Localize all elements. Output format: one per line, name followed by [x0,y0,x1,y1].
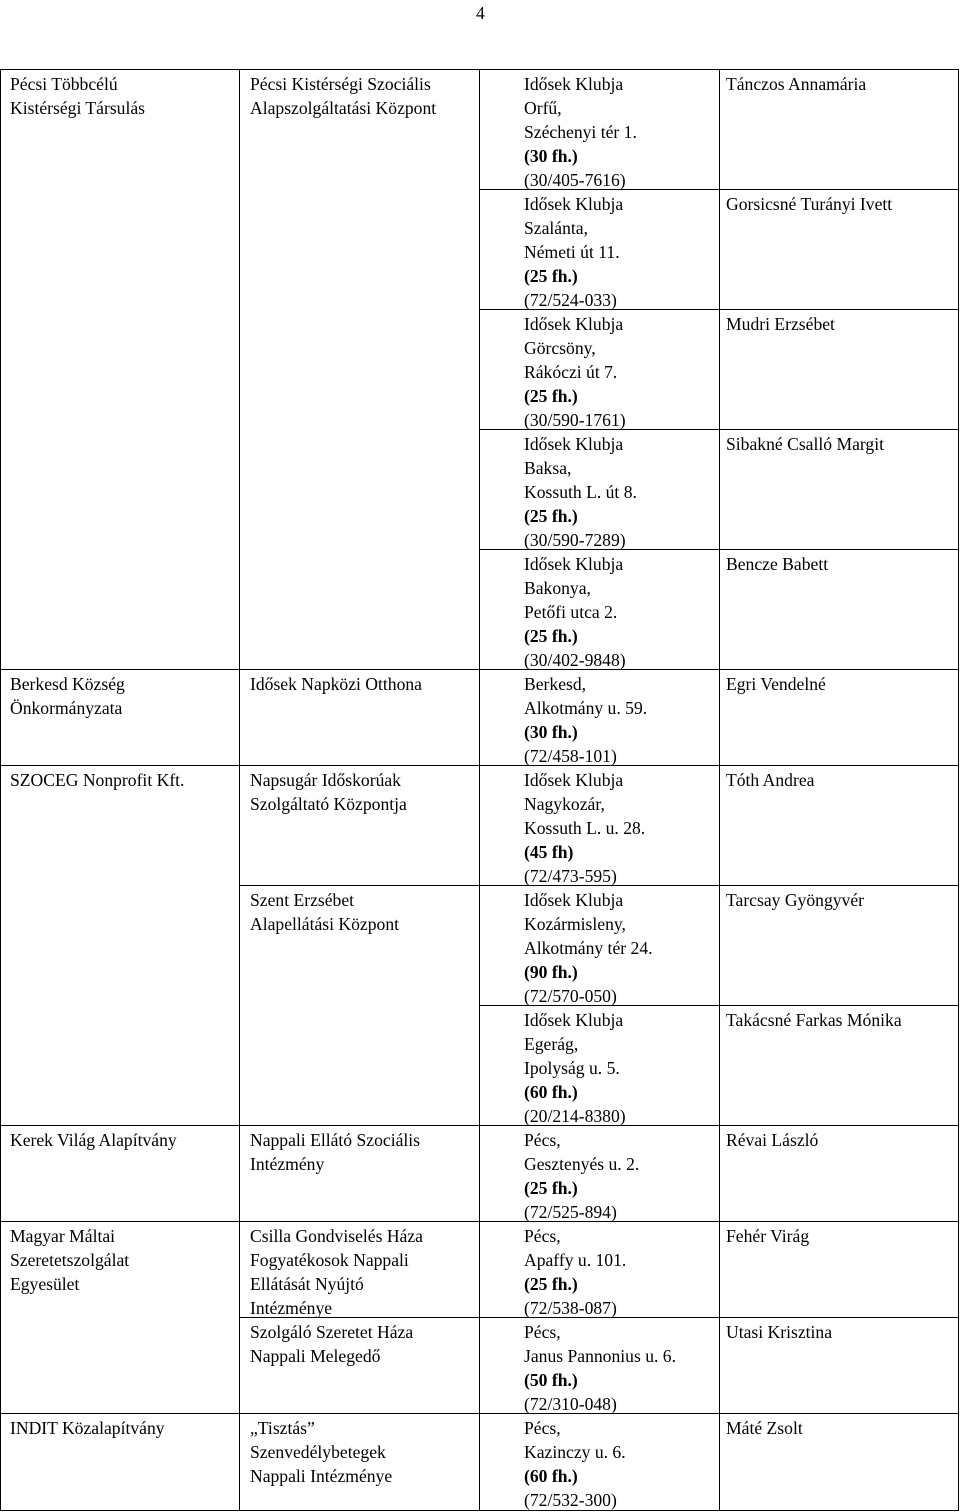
maintainer-name-line: Pécsi Többcélú [10,74,118,94]
site-name: Idősek Klubja [524,890,624,910]
site-name: Idősek Klubja [524,194,624,214]
institution-cell [250,1320,413,1368]
institution-name-line: Szolgáló Szeretet Háza [250,1322,414,1342]
leader-cell [726,72,866,96]
site-cell [524,1320,676,1416]
row-divider [0,1125,959,1126]
leader-name: Utasi Krisztina [726,1322,833,1342]
maintainer-name-line: Kistérségi Társulás [10,98,146,118]
row-divider [240,885,480,886]
row-divider [0,1413,959,1414]
leader-cell [726,768,814,792]
site-cell [524,312,626,432]
site-place: Orfű, [524,98,562,118]
site-name: Idősek Klubja [524,1010,624,1030]
site-phone: (72/310-048) [524,1394,617,1414]
site-capacity: (30 fh.) [524,722,578,742]
institution-name-line: Fogyatékosok Nappali [250,1250,409,1270]
row-divider [0,669,959,670]
site-address: Ipolyság u. 5. [524,1058,620,1078]
site-capacity: (50 fh.) [524,1370,578,1390]
site-place: Berkesd, [524,674,587,694]
site-phone: (72/473-595) [524,866,617,886]
leader-cell [726,1320,832,1344]
site-capacity: (90 fh.) [524,962,578,982]
site-address: Kossuth L. u. 28. [524,818,646,838]
site-cell [524,552,626,672]
institution-name-line: Szenvedélybetegek [250,1442,386,1462]
site-address: Apaffy u. 101. [524,1250,627,1270]
site-name: Idősek Klubja [524,434,624,454]
site-name: Idősek Klubja [524,314,624,334]
site-place: Kozármisleny, [524,914,626,934]
institution-name-line: „Tisztás” [250,1418,315,1438]
site-address: Széchenyi tér 1. [524,122,637,142]
site-place: Pécs, [524,1226,561,1246]
institution-cell [250,672,422,696]
site-cell [524,1128,639,1224]
site-place: Szalánta, [524,218,588,238]
maintainer-cell [10,1224,129,1296]
leader-cell [726,888,864,912]
site-phone: (30/405-7616) [524,170,626,190]
maintainer-name-line: Kerek Világ Alapítvány [10,1130,177,1150]
site-address: Alkotmány tér 24. [524,938,653,958]
institution-name-line: Nappali Intézménye [250,1466,393,1486]
maintainer-name-line: Önkormányzata [10,698,123,718]
institution-cell [250,1416,392,1488]
leader-name: Fehér Virág [726,1226,810,1246]
institution-name-line: Nappali Ellátó Szociális [250,1130,421,1150]
site-capacity: (30 fh.) [524,146,578,166]
maintainer-cell [10,672,125,720]
institution-name-line: Szent Erzsébet [250,890,355,910]
leader-name: Tánczos Annamária [726,74,867,94]
row-divider [0,1221,959,1222]
site-place: Pécs, [524,1418,561,1438]
site-cell [524,1416,626,1512]
site-place: Baksa, [524,458,572,478]
institution-name-line: Intézménye [250,1298,333,1318]
site-cell [524,192,623,312]
site-place: Görcsöny, [524,338,596,358]
leader-name: Tóth Andrea [726,770,815,790]
row-divider [0,765,959,766]
maintainer-cell [10,768,184,792]
site-phone: (72/525-894) [524,1202,617,1222]
column-divider-1 [239,69,240,1511]
maintainer-name-line: Egyesület [10,1274,80,1294]
site-cell [524,1224,626,1320]
institution-name-line: Idősek Napközi Otthona [250,674,422,694]
leader-cell [726,672,826,696]
site-phone: (72/532-300) [524,1490,617,1510]
site-place: Pécs, [524,1130,561,1150]
leader-cell [726,1224,809,1248]
institution-cell [250,1224,423,1320]
leader-name: Máté Zsolt [726,1418,803,1438]
site-cell [524,768,645,888]
institution-name-line: Alapszolgáltatási Központ [250,98,437,118]
institution-cell [250,768,407,816]
leader-name: Gorsicsné Turányi Ivett [726,194,893,214]
maintainer-name-line: Szeretetszolgálat [10,1250,130,1270]
site-phone: (30/590-7289) [524,530,626,550]
site-capacity: (25 fh.) [524,1178,578,1198]
maintainer-cell [10,1128,177,1152]
site-place: Egerág, [524,1034,579,1054]
institution-name-line: Intézmény [250,1154,325,1174]
site-name: Idősek Klubja [524,554,624,574]
column-divider-3 [719,69,720,1511]
site-phone: (30/590-1761) [524,410,626,430]
institution-name-line: Pécsi Kistérségi Szociális [250,74,431,94]
leader-cell [726,312,835,336]
site-place: Nagykozár, [524,794,605,814]
site-capacity: (25 fh.) [524,1274,578,1294]
institution-name-line: Alapellátási Központ [250,914,400,934]
leader-name: Tarcsay Gyöngyvér [726,890,865,910]
maintainer-name-line: Magyar Máltai [10,1226,116,1246]
site-address: Rákóczi út 7. [524,362,618,382]
leader-name: Mudri Erzsébet [726,314,835,334]
site-capacity: (60 fh.) [524,1466,578,1486]
site-address: Alkotmány u. 59. [524,698,648,718]
site-place: Bakonya, [524,578,591,598]
maintainer-cell [10,1416,165,1440]
site-phone: (72/538-087) [524,1298,617,1318]
leader-name: Takácsné Farkas Mónika [726,1010,902,1030]
site-address: Gesztenyés u. 2. [524,1154,640,1174]
site-address: Kazinczy u. 6. [524,1442,626,1462]
leader-cell [726,1416,803,1440]
institution-name-line: Csilla Gondviselés Háza [250,1226,423,1246]
leader-name: Révai László [726,1130,819,1150]
leader-cell [726,432,884,456]
site-capacity: (25 fh.) [524,506,578,526]
column-divider-2 [479,69,480,1511]
leader-cell [726,552,828,576]
site-phone: (72/524-033) [524,290,617,310]
site-phone: (20/214-8380) [524,1106,626,1126]
table-left-border [0,69,1,1511]
site-cell [524,72,637,192]
site-cell [524,1008,626,1128]
site-capacity: (25 fh.) [524,266,578,286]
maintainer-name-line: Berkesd Község [10,674,125,694]
site-name: Idősek Klubja [524,74,624,94]
site-place: Pécs, [524,1322,561,1342]
leader-cell [726,192,892,216]
table-right-border [958,69,959,1511]
maintainer-name-line: SZOCEG Nonprofit Kft. [10,770,185,790]
site-address: Janus Pannonius u. 6. [524,1346,676,1366]
site-cell [524,672,647,768]
site-phone: (72/458-101) [524,746,617,766]
site-capacity: (25 fh.) [524,386,578,406]
institution-name-line: Nappali Melegedő [250,1346,381,1366]
site-address: Kossuth L. út 8. [524,482,637,502]
institution-name-line: Szolgáltató Központja [250,794,407,814]
institution-cell [250,888,399,936]
site-cell [524,888,653,1008]
leader-name: Egri Vendelné [726,674,826,694]
leader-cell [726,1008,902,1032]
institution-cell [250,72,436,120]
site-address: Németi út 11. [524,242,620,262]
leader-name: Bencze Babett [726,554,829,574]
site-capacity: (60 fh.) [524,1082,578,1102]
site-capacity: (45 fh) [524,842,574,862]
site-phone: (72/570-050) [524,986,617,1006]
site-name: Idősek Klubja [524,770,624,790]
leader-cell [726,1128,818,1152]
site-phone: (30/402-9848) [524,650,626,670]
institution-cell [250,1128,420,1176]
site-cell [524,432,637,552]
institution-name-line: Napsugár Időskorúak [250,770,401,790]
site-address: Petőfi utca 2. [524,602,618,622]
leader-name: Sibakné Csalló Margit [726,434,885,454]
maintainer-cell [10,72,145,120]
institution-name-line: Ellátását Nyújtó [250,1274,364,1294]
maintainer-name-line: INDIT Közalapítvány [10,1418,165,1438]
site-capacity: (25 fh.) [524,626,578,646]
page-number: 4 [476,3,485,23]
